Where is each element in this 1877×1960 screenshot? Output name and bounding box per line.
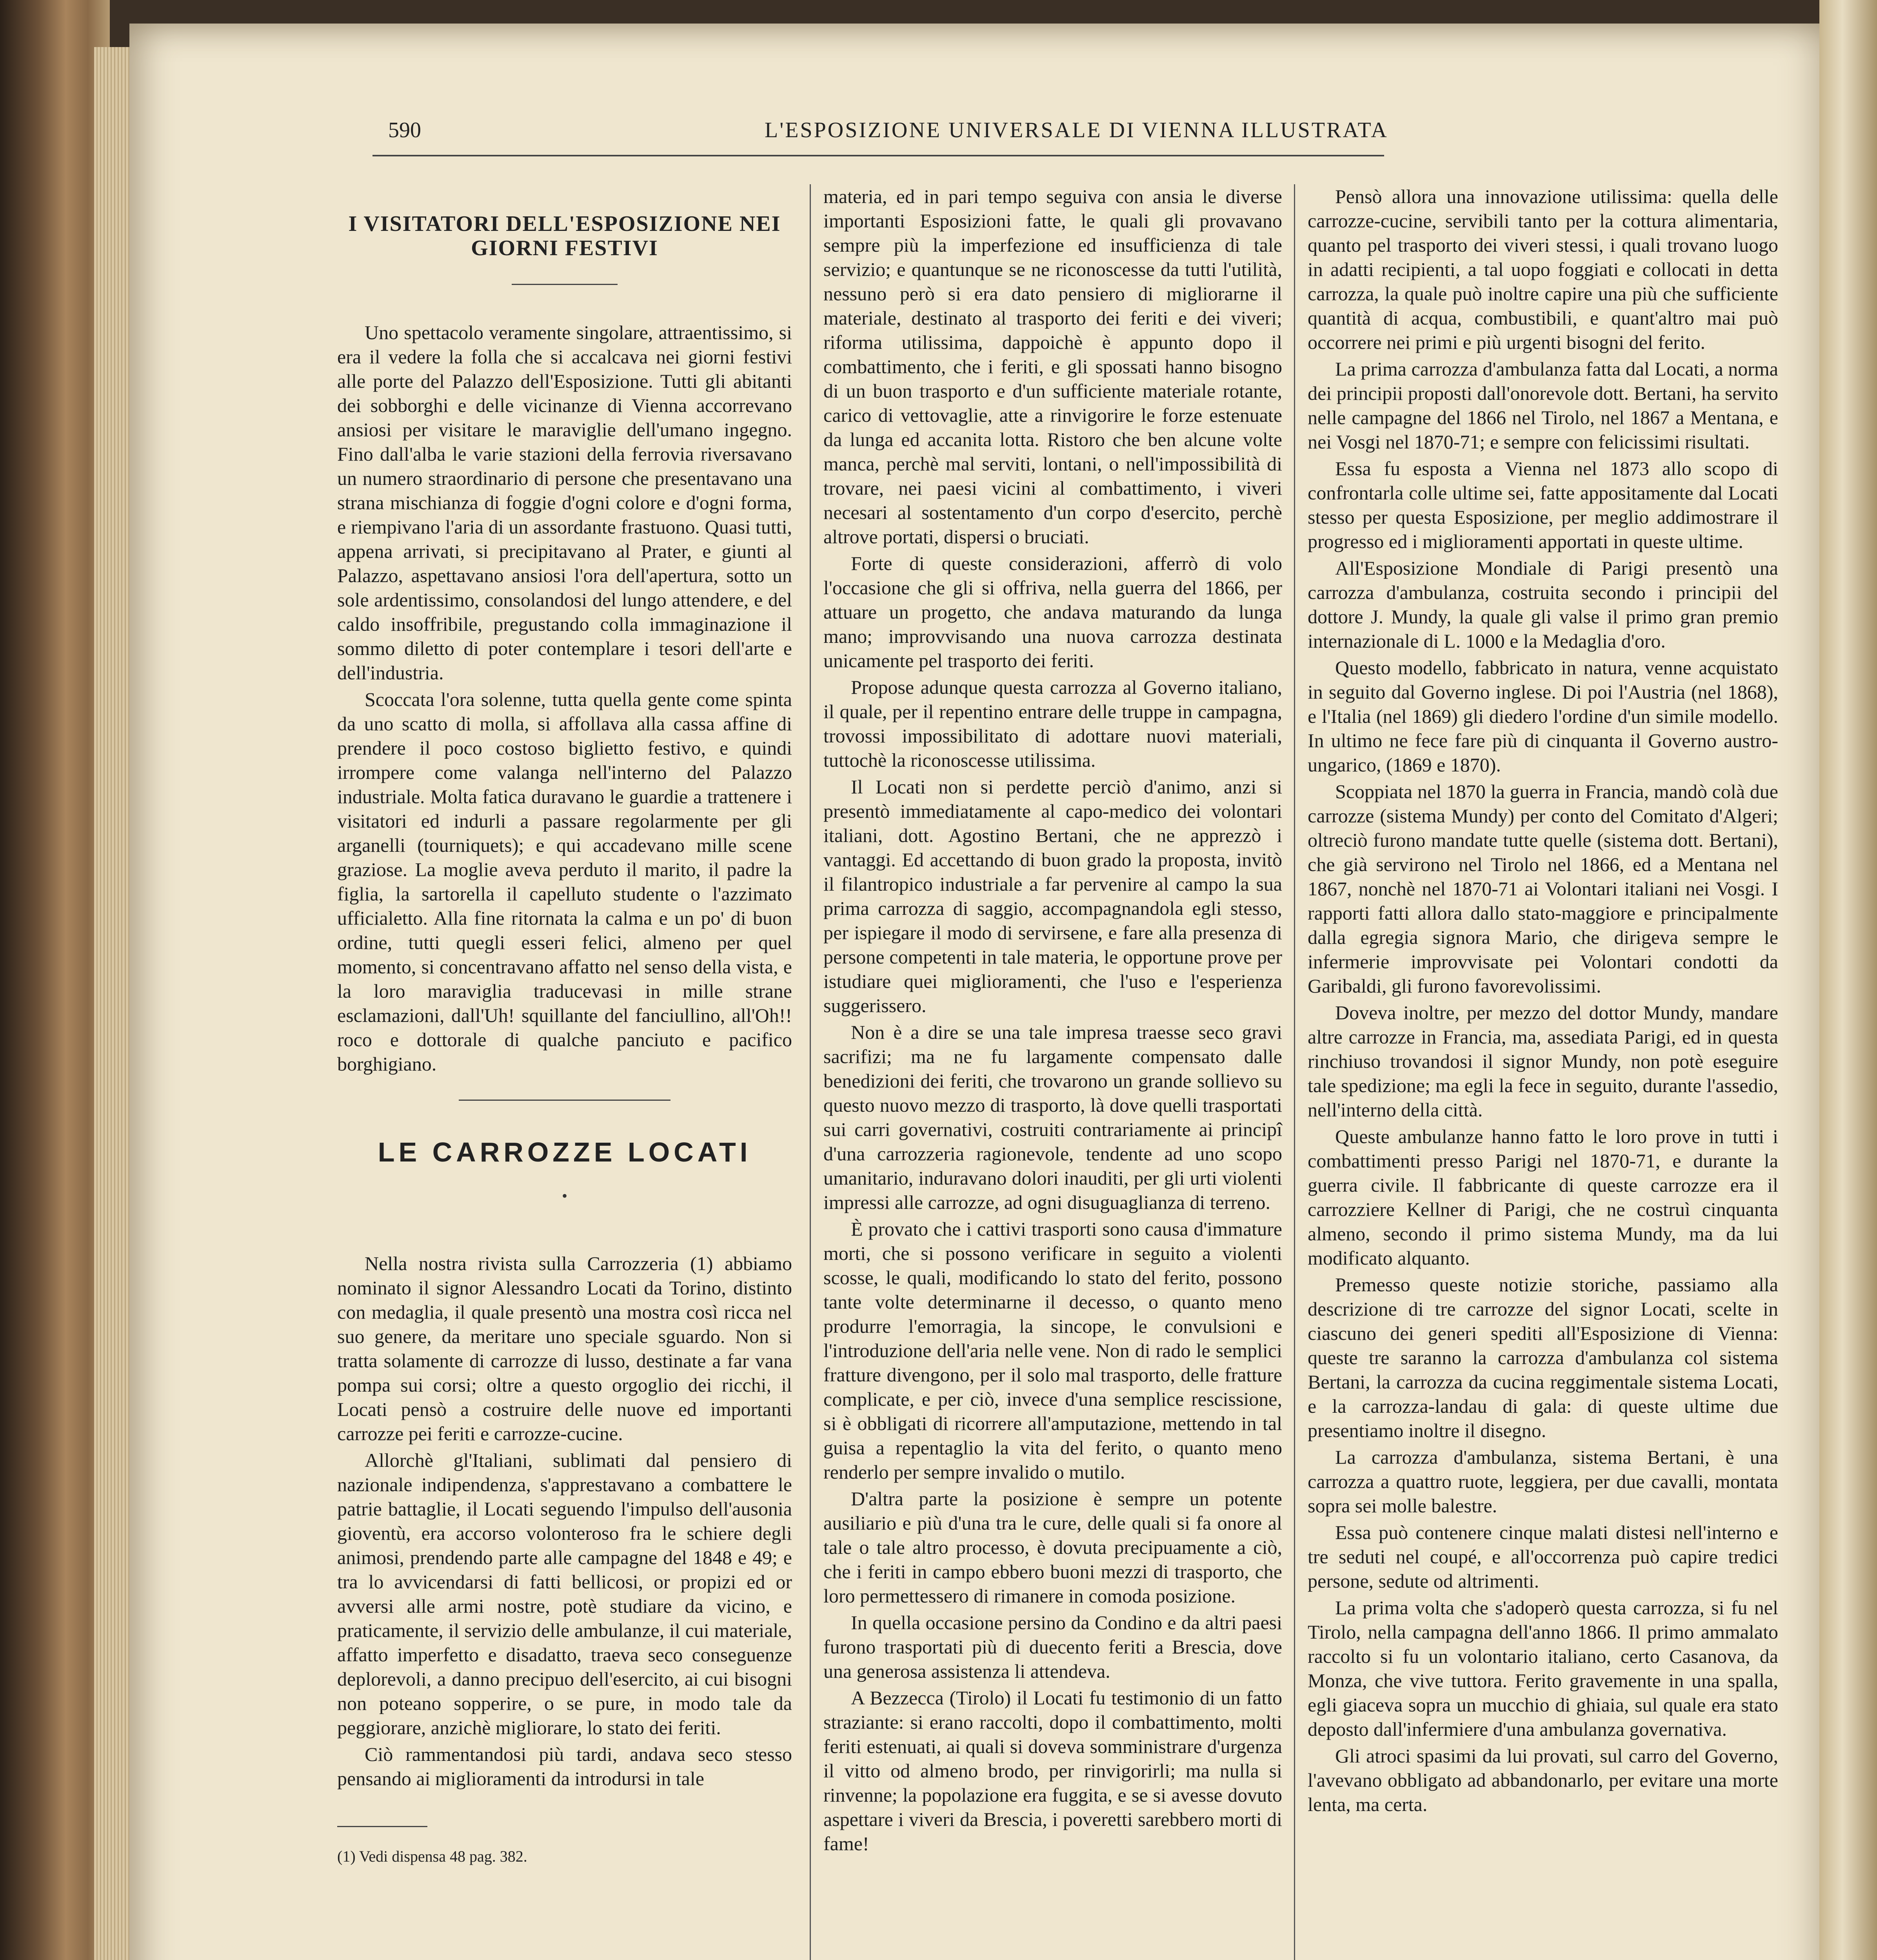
paragraph: È provato che i cattivi trasporti sono causa d'immature morti, che si possono verificare in seguito a violenti scosse, le quali, modificando lo stato del ferito, possono tante volte determinarne il decesso, o quanto meno produrre l'emorragia, la sincope, le convulsioni e l'introduzione dell'aria nelle vene. Non di rado le semplici fratture divengono, per il solo mal trasporto, delle fratture complicate, e per ciò, invece d'una semplice rescissione, si è obbligati di ricorrere all'amputazione, mettendo in tal guisa a repentaglio la vita del ferito, o quanto meno renderlo per sempre invalido o mutilo. (823, 1218, 1282, 1483)
paragraph: Questo modello, fabbricato in natura, venne acquistato in seguito dal Governo inglese. Di poi l'Austria (nel 1868), e l'Italia (nel 1869) gli diedero l'ordine d'un simile modello. In ultimo ne fece fare più di cinquanta il Governo austro-ungarico, (1869 e 1870). (1308, 657, 1778, 776)
right-page-edge (1819, 0, 1877, 1960)
paragraph: Propose adunque questa carrozza al Governo italiano, il quale, per il repentino entrare delle truppe in campagna, trovossi impossibilitato di adottare nuovi materiali, tuttochè la riconoscesse utilissima. (823, 676, 1282, 771)
paragraph: Doveva inoltre, per mezzo del dottor Mundy, mandare altre carrozze in Francia, ma, assediata Parigi, ed in questa rinchiuso trovandosi il signor Mundy, non potè eseguire tale spedizione; ma egli la fece in seguito, durante l'assedio, nell'interno della città. (1308, 1002, 1778, 1121)
article2-col1-body (337, 1251, 792, 1791)
book-spine-edge (0, 0, 110, 1960)
page-number: 590 (388, 118, 421, 142)
column-1 (337, 212, 792, 1866)
footnote: (1) Vedi dispensa 48 pag. 382. (337, 1847, 527, 1865)
paragraph: Non è a dire se una tale impresa traesse seco gravi sacrifizi; ma ne fu largamente compensato dalle benedizioni dei feriti, che trovarono un grande sollievo su questo nuovo mezzo di trasporto, là dove quelli trasportati sui carri governativi, costruiti contrariamente ai principî d'una carrozzeria ragionevole, tendente ad uno scopo umanitario, induravano dolori inauditi, per gli urti violenti impressi alle carrozze, ad ogni disuguaglianza di terreno. (823, 1021, 1282, 1213)
column-2 (823, 184, 1282, 1858)
running-title: L'ESPOSIZIONE UNIVERSALE DI VIENNA ILLUSTRATA (765, 118, 1388, 142)
paragraph: In quella occasione persino da Condino e da altri paesi furono trasportati più di duecento feriti a Brescia, dove una generosa assistenza li attendeva. (823, 1612, 1282, 1682)
paragraph: Gli atroci spasimi da lui provati, sul carro del Governo, l'avevano obbligato ad abbandonarlo, per evitare una morte lenta, ma certa. (1308, 1745, 1778, 1815)
section-rule (459, 1100, 670, 1101)
paragraph: La carrozza d'ambulanza, sistema Bertani, è una carrozza a quattro ruote, leggiera, per due cavalli, montata sopra sei molle balestre. (1308, 1446, 1778, 1517)
paragraph: Pensò allora una innovazione utilissima: quella delle carrozze-cucine, servibili tanto per la cottura alimentaria, quanto pel trasporto dei viveri stessi, i quali trovano luogo in adatti recipienti, a tal uopo foggiati e collocati in detta carrozza, la quale può inoltre capire una più che sufficiente quantità di acqua, combustibili, e quant'altro mai può occorrere nei primi e più urgenti bisogni del ferito. (1308, 185, 1778, 353)
column-3 (1308, 184, 1778, 1819)
paragraph: Essa fu esposta a Vienna nel 1873 allo scopo di confrontarla colle ultime sei, fatte appositamente dal Locati stesso per questa Esposizione, per meglio addimostrare il progresso ed i miglioramenti apportati in queste ultime. (1308, 457, 1778, 552)
paragraph: La prima volta che s'adoperò questa carrozza, si fu nel Tirolo, nella campagna dell'anno 1866. Il primo ammalato raccolto si fu un volontario italiano, certo Casanova, da Monza, che vive tuttora. Ferito gravemente in una spalla, egli giaceva sopra un mucchio di ghiaia, sul quale era stato deposto dall'infermiere d'una ambulanza governativa. (1308, 1597, 1778, 1740)
paragraph: Queste ambulanze hanno fatto le loro prove in tutti i combattimenti presso Parigi nel 1870-71, e durante la guerra civile. Il fabbricante di queste carrozze era il carrozziere Kellner di Parigi, che ne costruì cinquanta almeno, secondo il primo sistema Mundy, ma da lui modificato alquanto. (1308, 1125, 1778, 1269)
footnote-rule (337, 1826, 427, 1827)
paragraph: All'Esposizione Mondiale di Parigi presentò una carrozza d'ambulanza, costruita secondo i principii del dottore J. Mundy, la quale gli valse il primo gran premio internazionale di L. 1000 e la Medaglia d'oro. (1308, 557, 1778, 652)
paragraph: Scoppiata nel 1870 la guerra in Francia, mandò colà due carrozze (sistema Mundy) per conto del Comitato d'Algeri; oltreciò furono mandate tutte quelle (sistema dott. Bertani), che già servirono nel Tirolo nel 1866, ed a Mentana nel 1867, nonchè nel 1870-71 ai Volontari italiani nei Vosgi. I rapporti fatti allora dallo stato-maggiore e principalmente dalla egregia signora Mario, che dirigeva sempre le infermerie improvvisate pei Volontari condotti da Garibaldi, gli furono favorevolissimi. (1308, 780, 1778, 997)
article1-title: I VISITATORI DELL'ESPOSIZIONE NEI GIORNI FESTIVI (348, 212, 781, 260)
paragraph: Ciò rammentandosi più tardi, andava seco stesso pensando ai miglioramenti da introdursi in tale (337, 1743, 792, 1789)
header-rule (372, 155, 1384, 156)
paragraph: Essa può contenere cinque malati distesi nell'interno e tre seduti nel coupé, e all'occorrenza può capire tredici persone, sedute od altrimenti. (1308, 1521, 1778, 1592)
article2-title: LE CARROZZE LOCATI (378, 1137, 752, 1167)
paragraph: materia, ed in pari tempo seguiva con ansia le diverse importanti Esposizioni fatte, le quali gli provavano sempre più la imperfezione ed insufficienza di tale servizio; e quantunque se ne riconoscesse da tutti l'utilità, nessuno però si era dato pensiero di migliorarne il materiale, destinato al trasporto dei feriti e dei viveri; riforma utilissima, dappoichè è appunto dopo il combattimento, che i feriti, e gli spossati hanno bisogno di un buon trasporto e d'un sufficiente materiale rotante, carico di vettovaglie, atte a rinvigorire le forze estenuate da lunga ed accanita lotta. Ristoro che ben alcune volte manca, perchè mal serviti, lontani, o nell'impossibilità di trovare, nei paesi vicini al combattimento, i viveri necesari al sostentamento d'un corpo d'esercito, perchè altrove portati, dispersi o bruciati. (823, 185, 1282, 548)
article1-body (337, 320, 792, 1076)
paragraph: Il Locati non si perdette perciò d'animo, anzi si presentò immediatamente al capo-medico dei volontari italiani, dott. Agostino Bertani, che ne apprezzò i vantaggi. Ed accettando di buon grado la proposta, invitò il filantropico industriale a far pervenire al campo la sua prima carrozza di saggio, accompagnandola egli stesso, per ispiegare il modo di servirsene, e fare alla presenza di persone competenti in tale materia, le opportune prove per istudiare quei miglioramenti, che l'uso e l'esperienza suggerissero. (823, 776, 1282, 1016)
column-rule-2 (1294, 184, 1295, 1960)
paragraph: D'altra parte la posizione è sempre un potente ausiliario e più d'una tra le cure, delle quali si fa onore al tale o tale altro processo, è dovuta precipuamente a ciò, che i feriti in campo ebbero buoni mezzi di trasporto, che loro permettessero di rimanere in comoda posizione. (823, 1488, 1282, 1607)
title-ornament: • (561, 1187, 567, 1205)
paragraph: Premesso queste notizie storiche, passiamo alla descrizione di tre carrozze del signor Locati, scelte in ciascuno dei generi spediti all'Esposizione di Vienna: queste tre saranno la carrozza d'ambulanza col sistema Bertani, la carrozza da cucina reggimentale sistema Locati, e la carrozza-landau di gala: di queste ultime due presentiamo inoltre il disegno. (1308, 1274, 1778, 1441)
column-rule-1 (810, 184, 811, 1960)
paragraph: A Bezzecca (Tirolo) il Locati fu testimonio di un fatto straziante: si erano raccolti, dopo il combattimento, molti feriti estenuati, ai quali si doveva somministrare d'urgenza il vitto od almeno brodo, per rinvigorirli; ma nulla si rinvenne; la popolazione era fuggita, e se si avesse dovuto aspettare i viveri da Brescia, i poveretti sarebbero morti di fame! (823, 1687, 1282, 1855)
paragraph: Uno spettacolo veramente singolare, attraentissimo, si era il vedere la folla che si accalcava nei giorni festivi alle porte del Palazzo dell'Esposizione. Tutti gli abitanti dei sobborghi e delle vicinanze di Vienna accorrevano ansiosi per visitare le maraviglie dell'umano ingegno. Fino dall'alba le varie stazioni della ferrovia riversavano un numero straordinario di persone che presentavano una strana mischianza di foggie d'ogni colore e d'ogni forma, e riempivano l'aria di un assordante frastuono. Quasi tutti, appena arrivati, si precipitavano al Prater, e giunti al Palazzo, aspettavano ansiosi l'ora dell'apertura, sotto un sole ardentissimo, consolandosi del lungo attendere, e del caldo insoffribile, pregustando colla immaginazione il sommo diletto di poter contemplare i tesori dell'arte e dell'industria. (337, 321, 792, 684)
paragraph: Allorchè gl'Italiani, sublimati dal pensiero di nazionale indipendenza, s'apprestavano a combattere le patrie battaglie, il Locati seguendo l'impulso dell'ausonia gioventù, era accorso volonteroso fra le schiere degli animosi, prendendo parte alle campagne del 1848 e 49; e tra lo avvicendarsi di fatti bellicosi, or propizi ed or avversi alle armi nostre, potè studiare da vicino, e praticamente, il servizio delle ambulanze, il cui materiale, affatto imperfetto e disadatto, traeva seco conseguenze deplorevoli, a danno precipuo dell'esercito, ai cui bisogni non poteano sopperire, o se pure, in modo tale da peggiorare, anzichè migliorare, lo stato dei feriti. (337, 1449, 792, 1739)
paragraph: Scoccata l'ora solenne, tutta quella gente come spinta da uno scatto di molla, si affollava alla cassa affine di prendere il poco costoso biglietto festivo, e quindi irrompere come valanga nell'interno del Palazzo industriale. Molta fatica duravano le guardie a trattenere i visitatori ed indurli a passare regolarmente per gli arganelli (tourniquets); e qui accadevano mille scene graziose. La moglie aveva perduto il marito, il padre la figlia, la sartorella il capelluto studente o l'azzimato ufficialetto. Alla fine ritornata la calma e un po' di buon ordine, tutti quegli esseri felici, almeno per quel momento, si concentravano affatto nel senso della vista, e la loro maraviglia traducevasi in mille strane esclamazioni, dall'Uh! squillante del fanciullino, all'Oh!! roco e dottorale di qualche panciuto e pacifico borghigiano. (337, 688, 792, 1075)
title-rule (512, 284, 618, 285)
paragraph: Nella nostra rivista sulla Carrozzeria (1) abbiamo nominato il signor Alessandro Locati da Torino, distinto con medaglia, il quale presentò una mostra così ricca nel suo genere, da meritare uno speciale sguardo. Non si tratta solamente di carrozze di lusso, destinate a far vana pompa sui corsi; oltre a questo orgoglio dei ricchi, il Locati pensò a costruire delle nuove ed importanti carrozze pei feriti e carrozze-cucine. (337, 1252, 792, 1445)
page-header (388, 118, 1388, 149)
paragraph: La prima carrozza d'ambulanza fatta dal Locati, a norma dei principii proposti dall'onorevole dott. Bertani, ha servito nelle campagne del 1866 nel Tirolo, nel 1867 a Mentana, e nei Vosgi nel 1870-71; e sempre con felicissimi risultati. (1308, 358, 1778, 453)
paragraph: Forte di queste considerazioni, afferrò di volo l'occasione che gli si offriva, nella guerra del 1866, per attuare un progetto, che andava maturando da lunga mano; improvvisando una nuova carrozza destinata unicamente pel trasporto dei feriti. (823, 552, 1282, 671)
